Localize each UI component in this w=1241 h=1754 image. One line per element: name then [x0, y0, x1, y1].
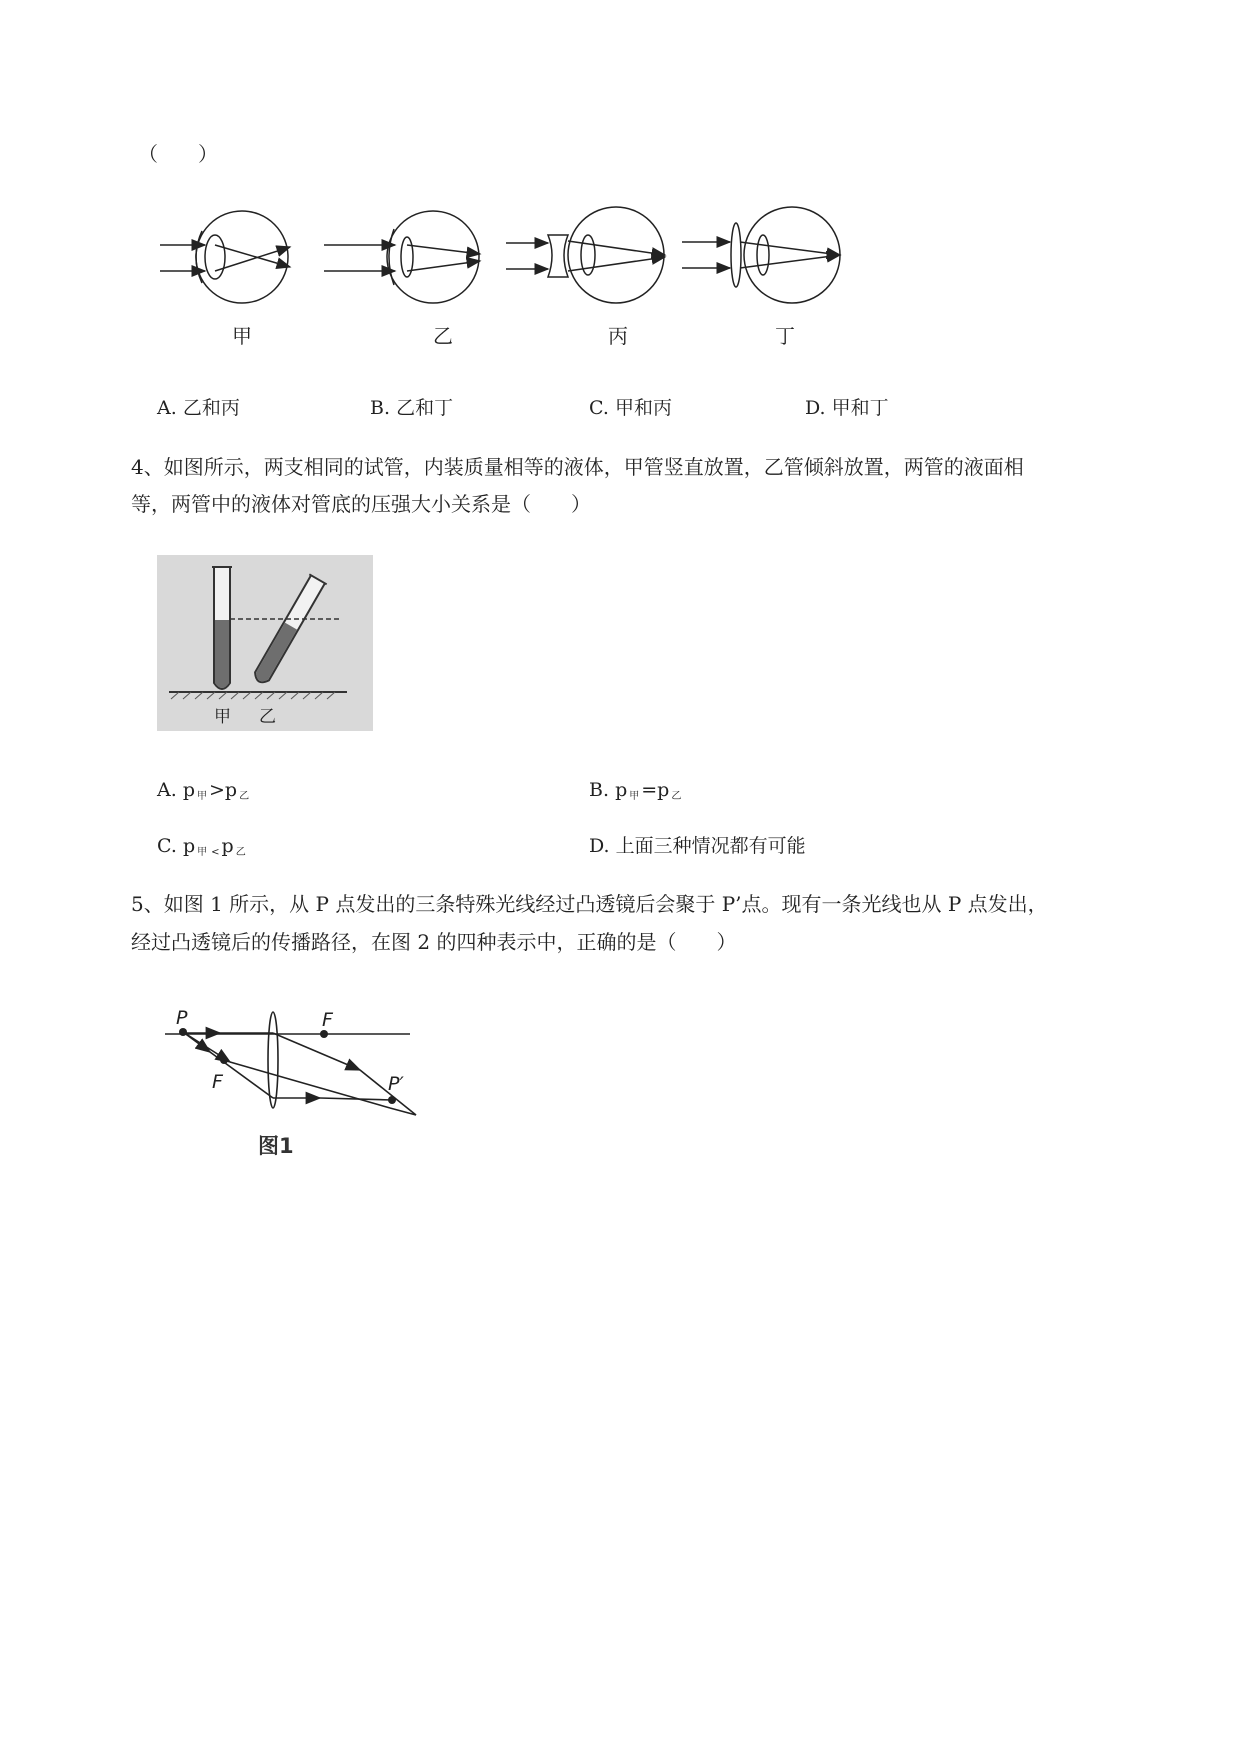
- option-letter: A.: [157, 397, 177, 419]
- eye-diagram-yi: [324, 211, 480, 303]
- option-text: 乙和丙: [182, 397, 240, 419]
- point-p-label: P: [176, 1007, 188, 1029]
- option-letter: B.: [589, 779, 610, 801]
- q4-option-a[interactable]: [157, 776, 251, 811]
- relation-symbol: >: [208, 779, 225, 801]
- pressure-symbol: p: [615, 779, 628, 801]
- tube-label-yi: 乙: [259, 707, 276, 727]
- q5-stem-line2: 经过凸透镜后的传播路径，在图 2 的四种表示中，正确的是（ ）: [131, 930, 737, 954]
- focus-right-label: F: [322, 1009, 333, 1031]
- q5-lens-figure: [160, 1000, 430, 1165]
- q4-test-tube-figure: [157, 555, 373, 731]
- option-text: 甲和丁: [831, 397, 889, 419]
- eye-diagram-ding: [682, 207, 840, 303]
- pressure-symbol: p: [657, 779, 670, 801]
- option-text: 上面三种情况都有可能: [615, 835, 806, 857]
- subscript: 乙: [239, 791, 250, 802]
- subscript: 甲: [197, 847, 208, 858]
- subscript: 甲: [196, 791, 207, 802]
- eye-diagram-bing: [506, 207, 665, 303]
- subscript: 乙: [671, 791, 682, 802]
- q3-option-a[interactable]: [157, 394, 240, 422]
- q5-stem-line1: 5、如图 1 所示，从 P 点发出的三条特殊光线经过凸透镜后会聚于 P’点。现有一条光线也从 P 点发出，: [131, 892, 1048, 916]
- option-letter: D.: [589, 835, 610, 857]
- relation-symbol: <: [211, 847, 220, 858]
- subscript: 甲: [629, 791, 640, 802]
- option-letter: C.: [589, 397, 609, 419]
- q4-option-c[interactable]: [157, 832, 248, 867]
- q4-stem-line2: 等，两管中的液体对管底的压强大小关系是（ ）: [131, 492, 591, 516]
- subscript: 乙: [235, 847, 246, 858]
- q4-stem-line1: 4、如图所示，两支相同的试管，内装质量相等的液体，甲管竖直放置，乙管倾斜放置，两管的液面相: [131, 455, 1024, 479]
- figure-label-ding: 丁: [775, 324, 795, 348]
- q3-option-c[interactable]: [589, 394, 672, 422]
- figure-label-jia: 甲: [232, 324, 252, 348]
- q4-option-d[interactable]: [589, 832, 806, 860]
- q3-option-b[interactable]: [370, 394, 453, 422]
- focus-left-label: F: [212, 1071, 223, 1093]
- option-letter: C.: [157, 835, 177, 857]
- option-text: 乙和丁: [396, 397, 454, 419]
- option-letter: B.: [370, 397, 391, 419]
- tube-label-jia: 甲: [214, 707, 231, 727]
- pressure-symbol: p: [224, 779, 238, 801]
- q3-eye-diagrams: [150, 205, 870, 355]
- point-p-prime-label: P′: [388, 1073, 404, 1095]
- figure-label-yi: 乙: [433, 324, 453, 348]
- eye-diagram-jia: [160, 211, 290, 303]
- option-letter: A.: [157, 779, 177, 801]
- option-text: 甲和丙: [614, 397, 672, 419]
- q4-option-b[interactable]: [589, 776, 683, 811]
- pressure-symbol: p: [182, 779, 195, 801]
- option-letter: D.: [805, 397, 826, 419]
- q3-option-d[interactable]: [805, 394, 889, 422]
- pressure-symbol: p: [182, 835, 196, 857]
- figure-caption: 图1: [258, 1134, 294, 1158]
- pressure-symbol: p: [221, 835, 234, 857]
- figure-label-bing: 丙: [608, 324, 628, 348]
- relation-symbol: =: [641, 779, 658, 801]
- q3-answer-paren: （ ）: [138, 142, 218, 166]
